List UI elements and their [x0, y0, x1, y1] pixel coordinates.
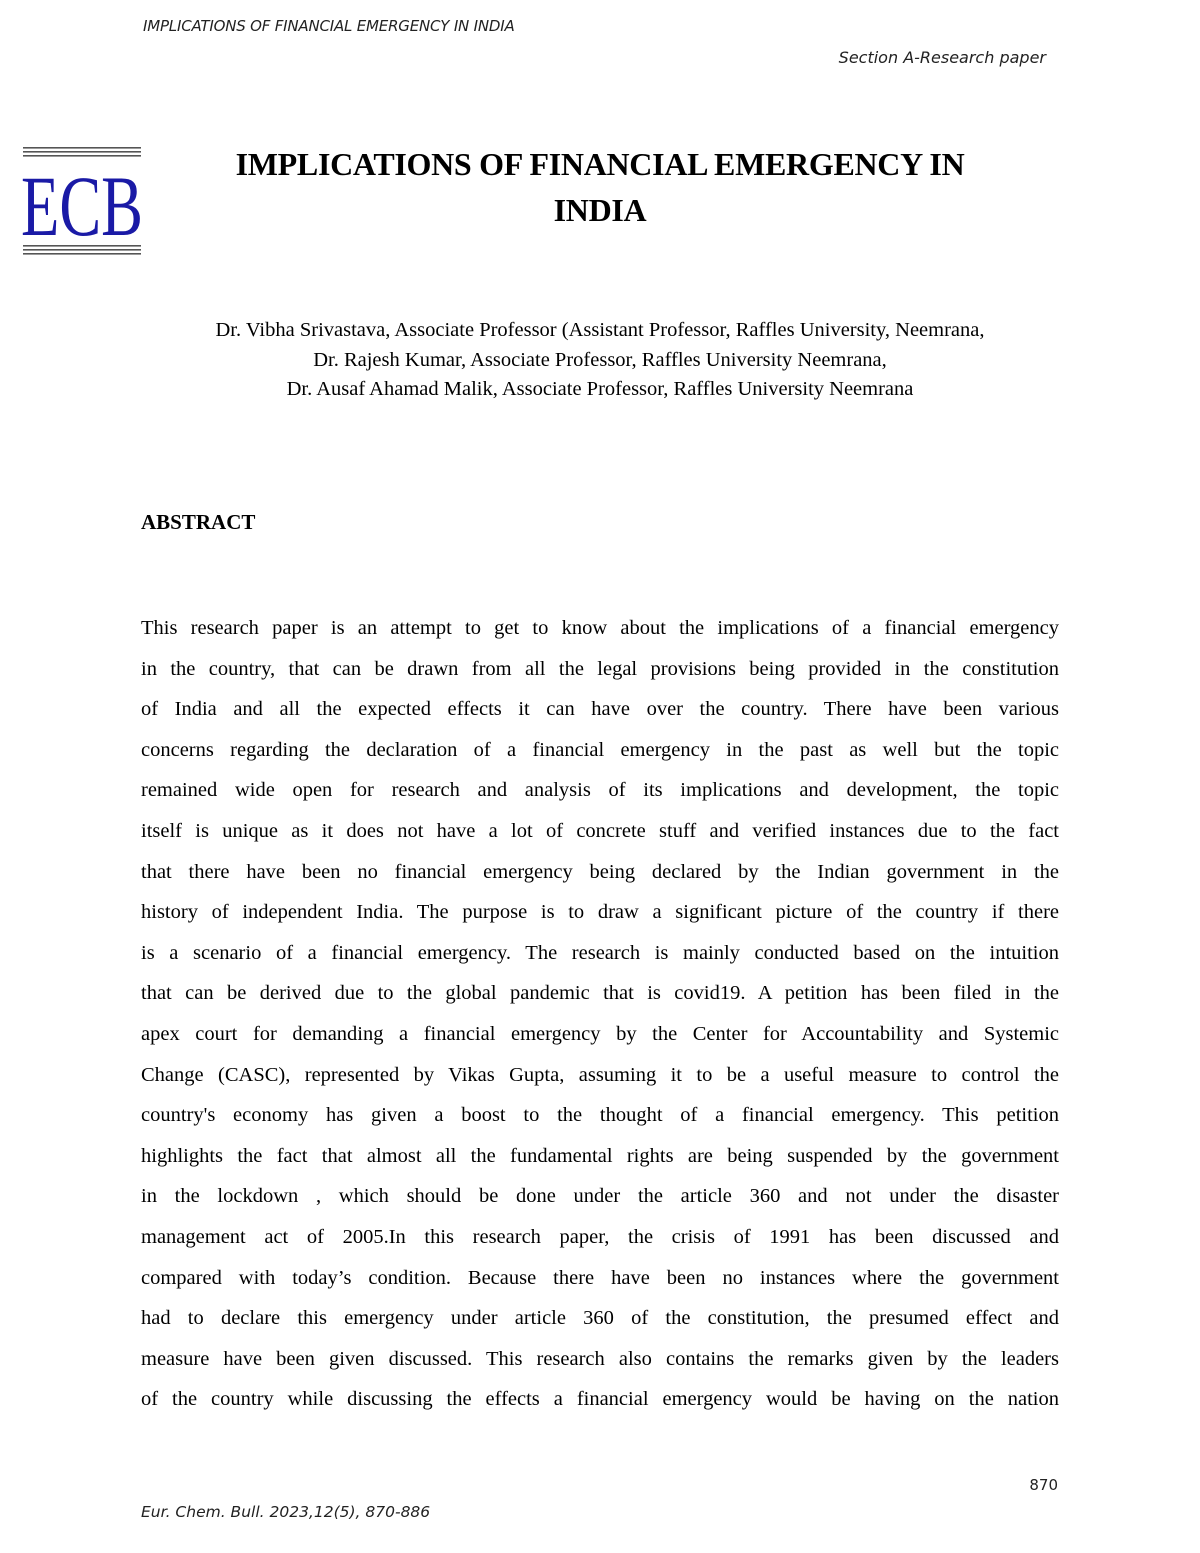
abstract-line: is a scenario of a financial emergency. The research is mainly conducted based on the intuition [141, 941, 1059, 964]
abstract-line: in the lockdown , which should be done under the article 360 and not under the disaster [141, 1185, 1059, 1208]
abstract-heading: ABSTRACT [141, 510, 256, 534]
author-3: Dr. Ausaf Ahamad Malik, Associate Professor, Raffles University Neemrana [286, 378, 914, 400]
abstract-line: compared with today’s condition. Because there have been no instances where the government [141, 1266, 1059, 1289]
abstract-line: Change (CASC), represented by Vikas Gupta, assuming it to be a useful measure to control the [141, 1063, 1059, 1086]
journal-logo [21, 145, 143, 257]
abstract-line: remained wide open for research and analysis of its implications and development, the topic [141, 779, 1059, 802]
abstract-line: that can be derived due to the global pandemic that is covid19. A petition has been filed in the [141, 982, 1059, 1005]
abstract-line: measure have been given discussed. This research also contains the remarks given by the leaders [141, 1347, 1059, 1370]
journal-citation: Eur. Chem. Bull. 2023,12(5), 870-886 [141, 1503, 431, 1521]
abstract-line: management act of 2005.In this research paper, the crisis of 1991 has been discussed and [141, 1225, 1059, 1248]
logo-text: ECB [21, 158, 143, 254]
page-number: 870 [1029, 1476, 1058, 1494]
abstract-line: history of independent India. The purpose is to draw a significant picture of the country if there [141, 901, 1059, 924]
abstract-line: country's economy has given a boost to the thought of a financial emergency. This petition [141, 1104, 1059, 1127]
author-1: Dr. Vibha Srivastava, Associate Professor (Assistant Professor, Raffles University, Neemrana, [215, 319, 985, 341]
section-label: Section A-Research paper [838, 48, 1046, 67]
abstract-line: itself is unique as it does not have a lot of concrete stuff and verified instances due to the fact [141, 819, 1059, 842]
abstract-line: concerns regarding the declaration of a financial emergency in the past as well but the topic [141, 738, 1059, 761]
title-line-2: INDIA [553, 192, 647, 228]
title-line-1: IMPLICATIONS OF FINANCIAL EMERGENCY IN [235, 146, 965, 182]
abstract-line: in the country, that can be drawn from all the legal provisions being provided in the constitution [141, 657, 1059, 680]
abstract-line: apex court for demanding a financial emergency by the Center for Accountability and Systemic [141, 1022, 1059, 1045]
abstract-line: of the country while discussing the effects a financial emergency would be having on the nation [141, 1388, 1059, 1411]
abstract-line: that there have been no financial emergency being declared by the Indian government in the [141, 860, 1059, 883]
paper-title [150, 141, 1050, 233]
running-head: IMPLICATIONS OF FINANCIAL EMERGENCY IN INDIA [143, 17, 515, 35]
abstract-line: This research paper is an attempt to get to know about the implications of a financial emergency [141, 617, 1059, 639]
abstract-body [141, 608, 1059, 1420]
author-list [100, 316, 1100, 405]
author-2: Dr. Rajesh Kumar, Associate Professor, Raffles University Neemrana, [313, 348, 887, 371]
abstract-line: highlights the fact that almost all the fundamental rights are being suspended by the government [141, 1144, 1059, 1167]
abstract-line: of India and all the expected effects it can have over the country. There have been various [141, 698, 1059, 721]
abstract-line: had to declare this emergency under article 360 of the constitution, the presumed effect and [141, 1307, 1059, 1330]
